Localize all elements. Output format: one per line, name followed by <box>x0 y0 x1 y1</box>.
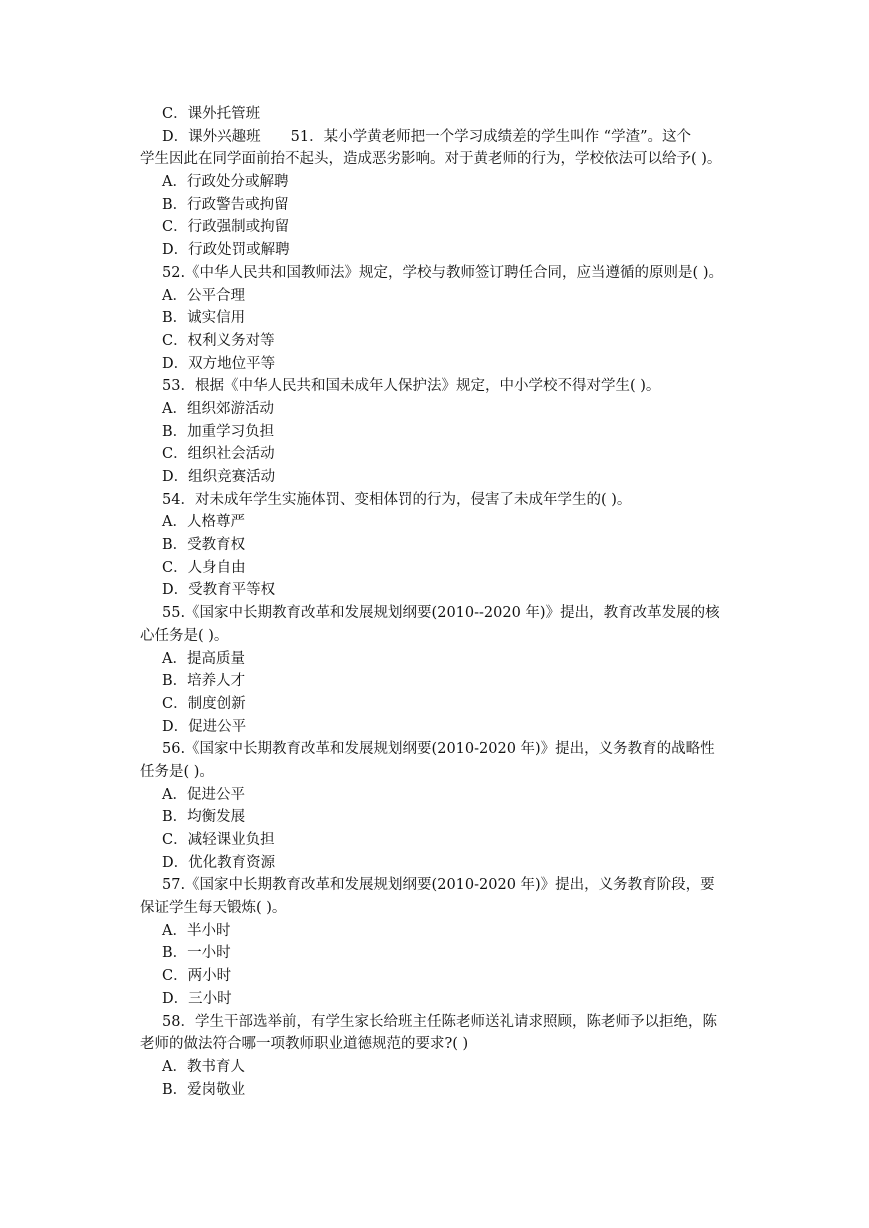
question-51-text: 51．某小学黄老师把一个学习成绩差的学生叫作 “学渣”。这个 <box>290 128 692 145</box>
option-line: A．教书育人 <box>162 1058 245 1075</box>
option-text: D．课外兴趣班 <box>162 128 261 145</box>
option-line: D．优化教育资源 <box>162 854 276 871</box>
option-line: B．均衡发展 <box>162 809 246 826</box>
option-line: A．半小时 <box>162 922 231 939</box>
option-line: A．提高质量 <box>162 650 245 667</box>
question-continuation: 老师的做法符合哪一项教师职业道德规范的要求?( ) <box>140 1036 469 1053</box>
option-line: A．促进公平 <box>162 786 245 803</box>
option-line: C．行政强制或拘留 <box>162 219 290 236</box>
option-line: B．行政警告或拘留 <box>162 196 289 213</box>
question-continuation: 学生因此在同学面前抬不起头，造成恶劣影响。对于黄老师的行为，学校依法可以给予( )。 <box>140 151 722 168</box>
option-line: A．行政处分或解聘 <box>162 174 289 191</box>
question-55: 55.《国家中长期教育改革和发展规划纲要(2010--2020 年)》提出，教育改革发展的核 <box>162 605 720 622</box>
document-body <box>140 103 738 1101</box>
option-line: D．行政处罚或解聘 <box>162 242 290 259</box>
option-line: C．减轻课业负担 <box>162 832 275 848</box>
question-continuation: 保证学生每天锻炼( )。 <box>140 900 287 917</box>
option-line: B．一小时 <box>162 945 231 962</box>
question-53: 53．根据《中华人民共和国未成年人保护法》规定，中小学校不得对学生( )。 <box>162 378 661 395</box>
question-57: 57.《国家中长期教育改革和发展规划纲要(2010-2020 年)》提出，义务教育阶段，要 <box>162 877 715 894</box>
option-line: A．组织郊游活动 <box>162 400 274 417</box>
option-line: B．诚实信用 <box>162 310 246 327</box>
option-line: C．两小时 <box>162 968 232 985</box>
question-continuation: 任务是( )。 <box>140 763 214 780</box>
option-line: D．三小时 <box>162 990 232 1007</box>
option-line: A．人格尊严 <box>162 514 245 531</box>
option-line: D．组织竞赛活动 <box>162 469 276 485</box>
option-line: C．人身自由 <box>162 559 246 576</box>
option-line: B．受教育权 <box>162 537 246 554</box>
option-line: C．组织社会活动 <box>162 446 275 463</box>
question-56: 56.《国家中长期教育改革和发展规划纲要(2010-2020 年)》提出，义务教育的战略性 <box>162 741 715 758</box>
option-line: B．加重学习负担 <box>162 423 275 440</box>
question-58: 58．学生干部选举前，有学生家长给班主任陈老师送礼请求照顾，陈老师予以拒绝，陈 <box>162 1013 717 1030</box>
option-line: D．受教育平等权 <box>162 582 276 599</box>
option-line: C．制度创新 <box>162 695 246 712</box>
question-52: 52.《中华人民共和国教师法》规定，学校与教师签订聘任合同，应当遵循的原则是( )。 <box>162 264 723 281</box>
option-line: B．培养人才 <box>162 673 246 690</box>
option-line: A．公平合理 <box>162 287 245 304</box>
option-line: D．双方地位平等 <box>162 355 276 372</box>
option-line: C．权利义务对等 <box>162 332 275 349</box>
option-question-line <box>162 126 738 149</box>
option-line: B．爱岗敬业 <box>162 1081 246 1098</box>
question-54: 54．对未成年学生实施体罚、变相体罚的行为，侵害了未成年学生的( )。 <box>162 491 632 508</box>
option-line: C．课外托管班 <box>162 106 261 122</box>
question-continuation: 心任务是( )。 <box>140 627 229 644</box>
option-line: D．促进公平 <box>162 718 247 735</box>
